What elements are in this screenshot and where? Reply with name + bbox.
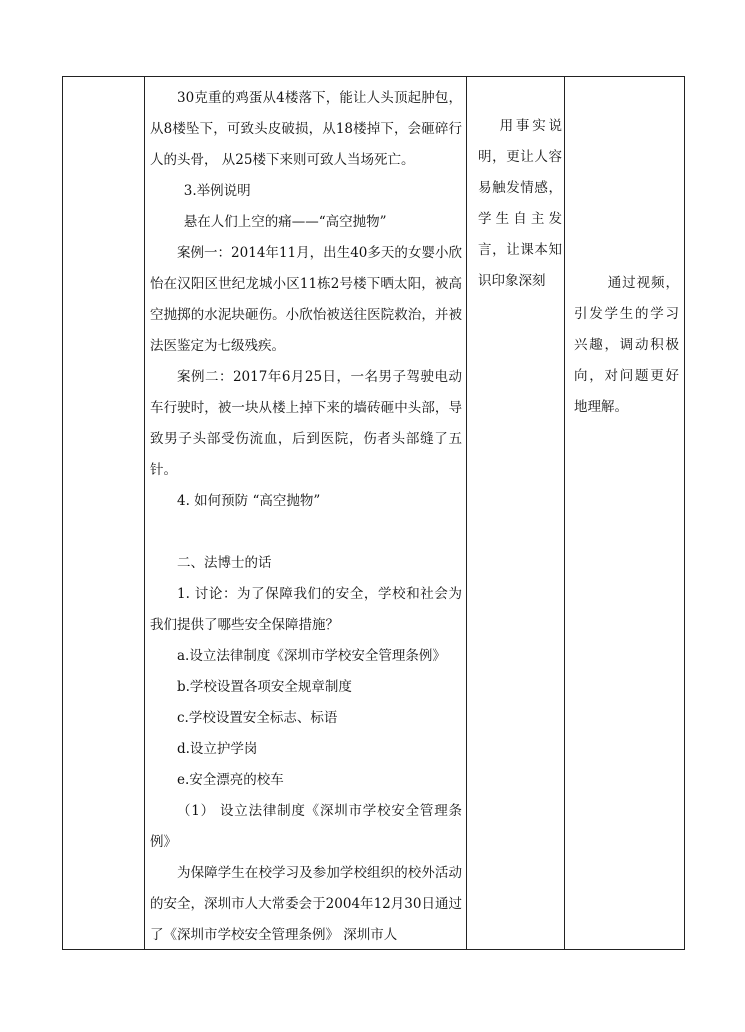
column-divider [466,77,467,949]
heading-examples: 3.举例说明 [183,183,251,199]
blank-cell [63,77,144,949]
section-title-law-doctor: 二、法博士的话 [177,555,272,571]
measure-item: e.安全漂亮的校车 [177,772,284,788]
column-divider [564,77,565,949]
intent-text: 通过视频，引发学生的学习兴趣，调动积极向，对问题更好地理解。 [574,275,679,415]
lesson-table [62,76,685,950]
subtitle-high-altitude: 悬在人们上空的痛——“高空抛物” [183,214,387,230]
measure-item: a.设立法律制度《深圳市学校安全管理条例》 [177,648,446,664]
measure-item: b.学校设置各项安全规章制度 [177,679,352,695]
teaching-content-cell [144,77,466,949]
design-intent-cell [566,77,683,949]
case-two: 案例二：2017年6月25日，一名男子驾驶电动车行驶时，被一块从楼上掉下来的墙砖砸中头部，导致男子头部受伤流血，后到医院，伤者头部缝了五针。 [150,369,462,478]
discussion-question: 1. 讨论：为了保障我们的安全，学校和社会为我们提供了哪些安全保障措施？ [150,586,462,633]
measure-item: c.学校设置安全标志、标语 [177,710,338,726]
sub-heading-regulation: （1） 设立法律制度《深圳市学校安全管理条例》 [150,803,462,850]
case-one: 案例一：2014年11月，出生40多天的女婴小欣怡在汉阳区世纪龙城小区11栋2号楼下晒太阳，被高空抛掷的水泥块砸伤。小欣怡被送往医院救治，并被法医鉴定为七级残疾。 [150,245,462,354]
design-purpose-cell [469,77,564,949]
spacer [150,517,462,548]
heading-prevention: 4. 如何预防 “高空抛物” [177,493,321,509]
paragraph-egg-fact: 30克重的鸡蛋从4楼落下，能让人头顶起肿包，从8楼坠下，可致头皮破损，从18楼掉下，会砸碎行人的头骨， 从25楼下来则可致人当场死亡。 [150,90,462,168]
closing-paragraph: 为保障学生在校学习及参加学校组织的校外活动的安全，深圳市人大常委会于2004年12月30日通过了《深圳市学校安全管理条例》 深圳市人 [150,865,462,943]
measure-item: d.设立护学岗 [177,741,258,757]
purpose-text: 用事实说明，更让人容易触发情感，学生自主发言，让课本知识印象深刻 [478,118,562,289]
